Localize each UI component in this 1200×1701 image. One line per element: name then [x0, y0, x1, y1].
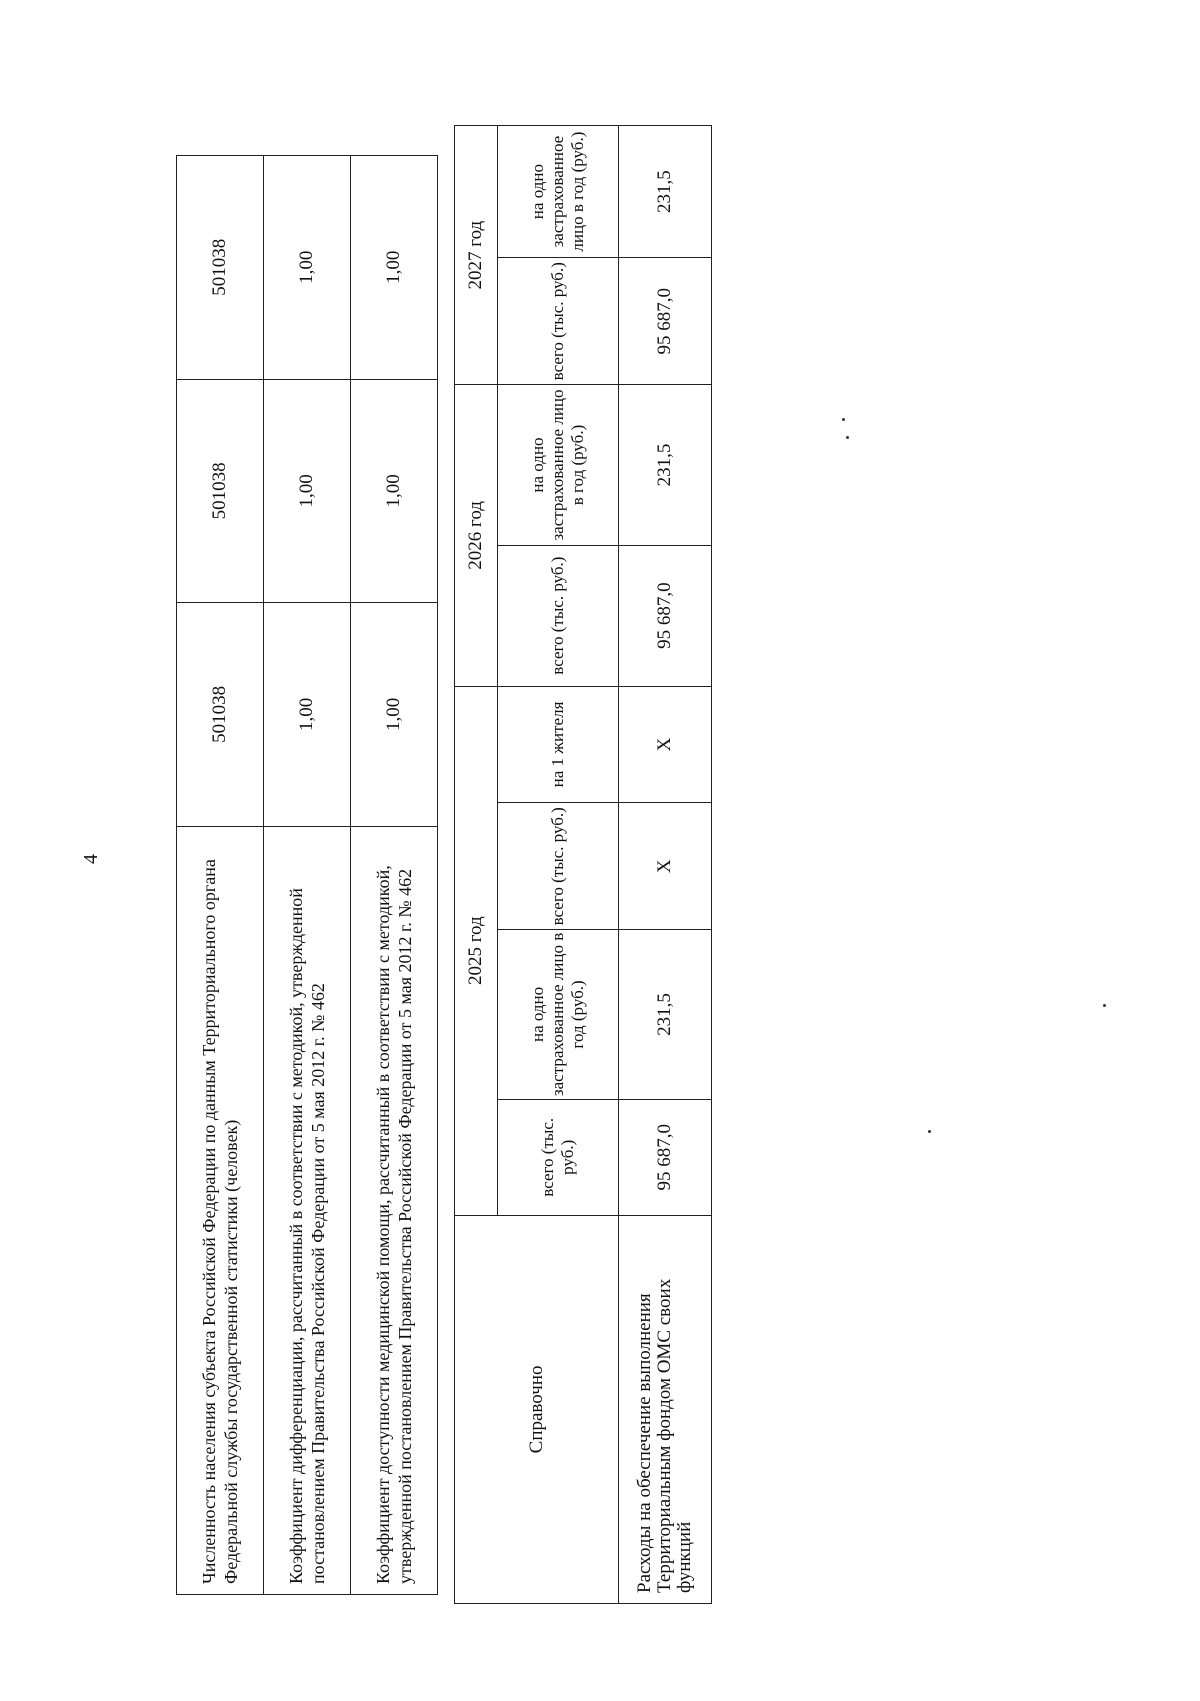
indicator-label: Коэффициент доступности медицинской помощи, рассчитанный в соответствии с методикой, утвержденной постановлением Правительства Российской Федерации от 5 мая 2012 г. № 462: [351, 826, 438, 1594]
column-subheader: на 1 жителя: [498, 686, 619, 803]
cell-value: Х: [619, 803, 712, 930]
indicator-label: Численность населения субъекта Российской Федерации по данным Территориального органа Федеральной службы государственной статистики (человек): [177, 826, 264, 1594]
year-header: 2027 год: [455, 126, 498, 385]
scan-speck: [846, 436, 849, 439]
scan-speck: [842, 418, 845, 421]
reference-header: Справочно: [455, 1215, 619, 1603]
indicator-value: 501038: [177, 603, 264, 827]
scan-speck: [928, 1130, 931, 1133]
indicator-value: 1,00: [264, 379, 351, 603]
column-subheader: всего (тыс. руб.): [498, 258, 619, 385]
indicator-value: 501038: [177, 156, 264, 380]
indicator-value: 1,00: [351, 603, 438, 827]
indicator-value: 1,00: [264, 603, 351, 827]
year-header-row: [455, 126, 498, 1604]
cell-value: 231,5: [619, 930, 712, 1100]
cell-value: 95 687,0: [619, 1099, 712, 1215]
cell-value: 231,5: [619, 385, 712, 545]
table-row: [264, 156, 351, 1595]
indicator-value: 1,00: [351, 379, 438, 603]
indicators-table: [176, 155, 438, 1595]
scan-speck: [1103, 1004, 1106, 1007]
column-subheader: всего (тыс. руб.): [498, 803, 619, 930]
year-header: 2026 год: [455, 385, 498, 686]
row-label: Расходы на обеспечение выполнения Территориальным фондом ОМС своих функций: [619, 1215, 712, 1603]
cell-value: 95 687,0: [619, 258, 712, 385]
year-header: 2025 год: [455, 686, 498, 1215]
column-subheader: на одно застрахованное лицо в год (руб.): [498, 930, 619, 1100]
page-number: 4: [80, 854, 102, 864]
table-row: [619, 126, 712, 1604]
table-row: [177, 156, 264, 1595]
indicator-value: 1,00: [264, 156, 351, 380]
cell-value: 231,5: [619, 126, 712, 258]
cell-value: 95 687,0: [619, 545, 712, 686]
column-subheader: на одно застрахованное лицо в год (руб.): [498, 126, 619, 258]
table-row: [351, 156, 438, 1595]
column-subheader: всего (тыс. руб.): [498, 545, 619, 686]
indicator-value: 501038: [177, 379, 264, 603]
reference-table: [454, 125, 712, 1604]
column-subheader: на одно застрахованное лицо в год (руб.): [498, 385, 619, 545]
rotated-page-content: [190, 50, 810, 1650]
cell-value: Х: [619, 686, 712, 803]
column-subheader: всего (тыс. руб.): [498, 1099, 619, 1215]
indicator-label: Коэффициент дифференциации, рассчитанный в соответствии с методикой, утвержденной постановлением Правительства Российской Федерации от 5 мая 2012 г. № 462: [264, 826, 351, 1594]
indicator-value: 1,00: [351, 156, 438, 380]
